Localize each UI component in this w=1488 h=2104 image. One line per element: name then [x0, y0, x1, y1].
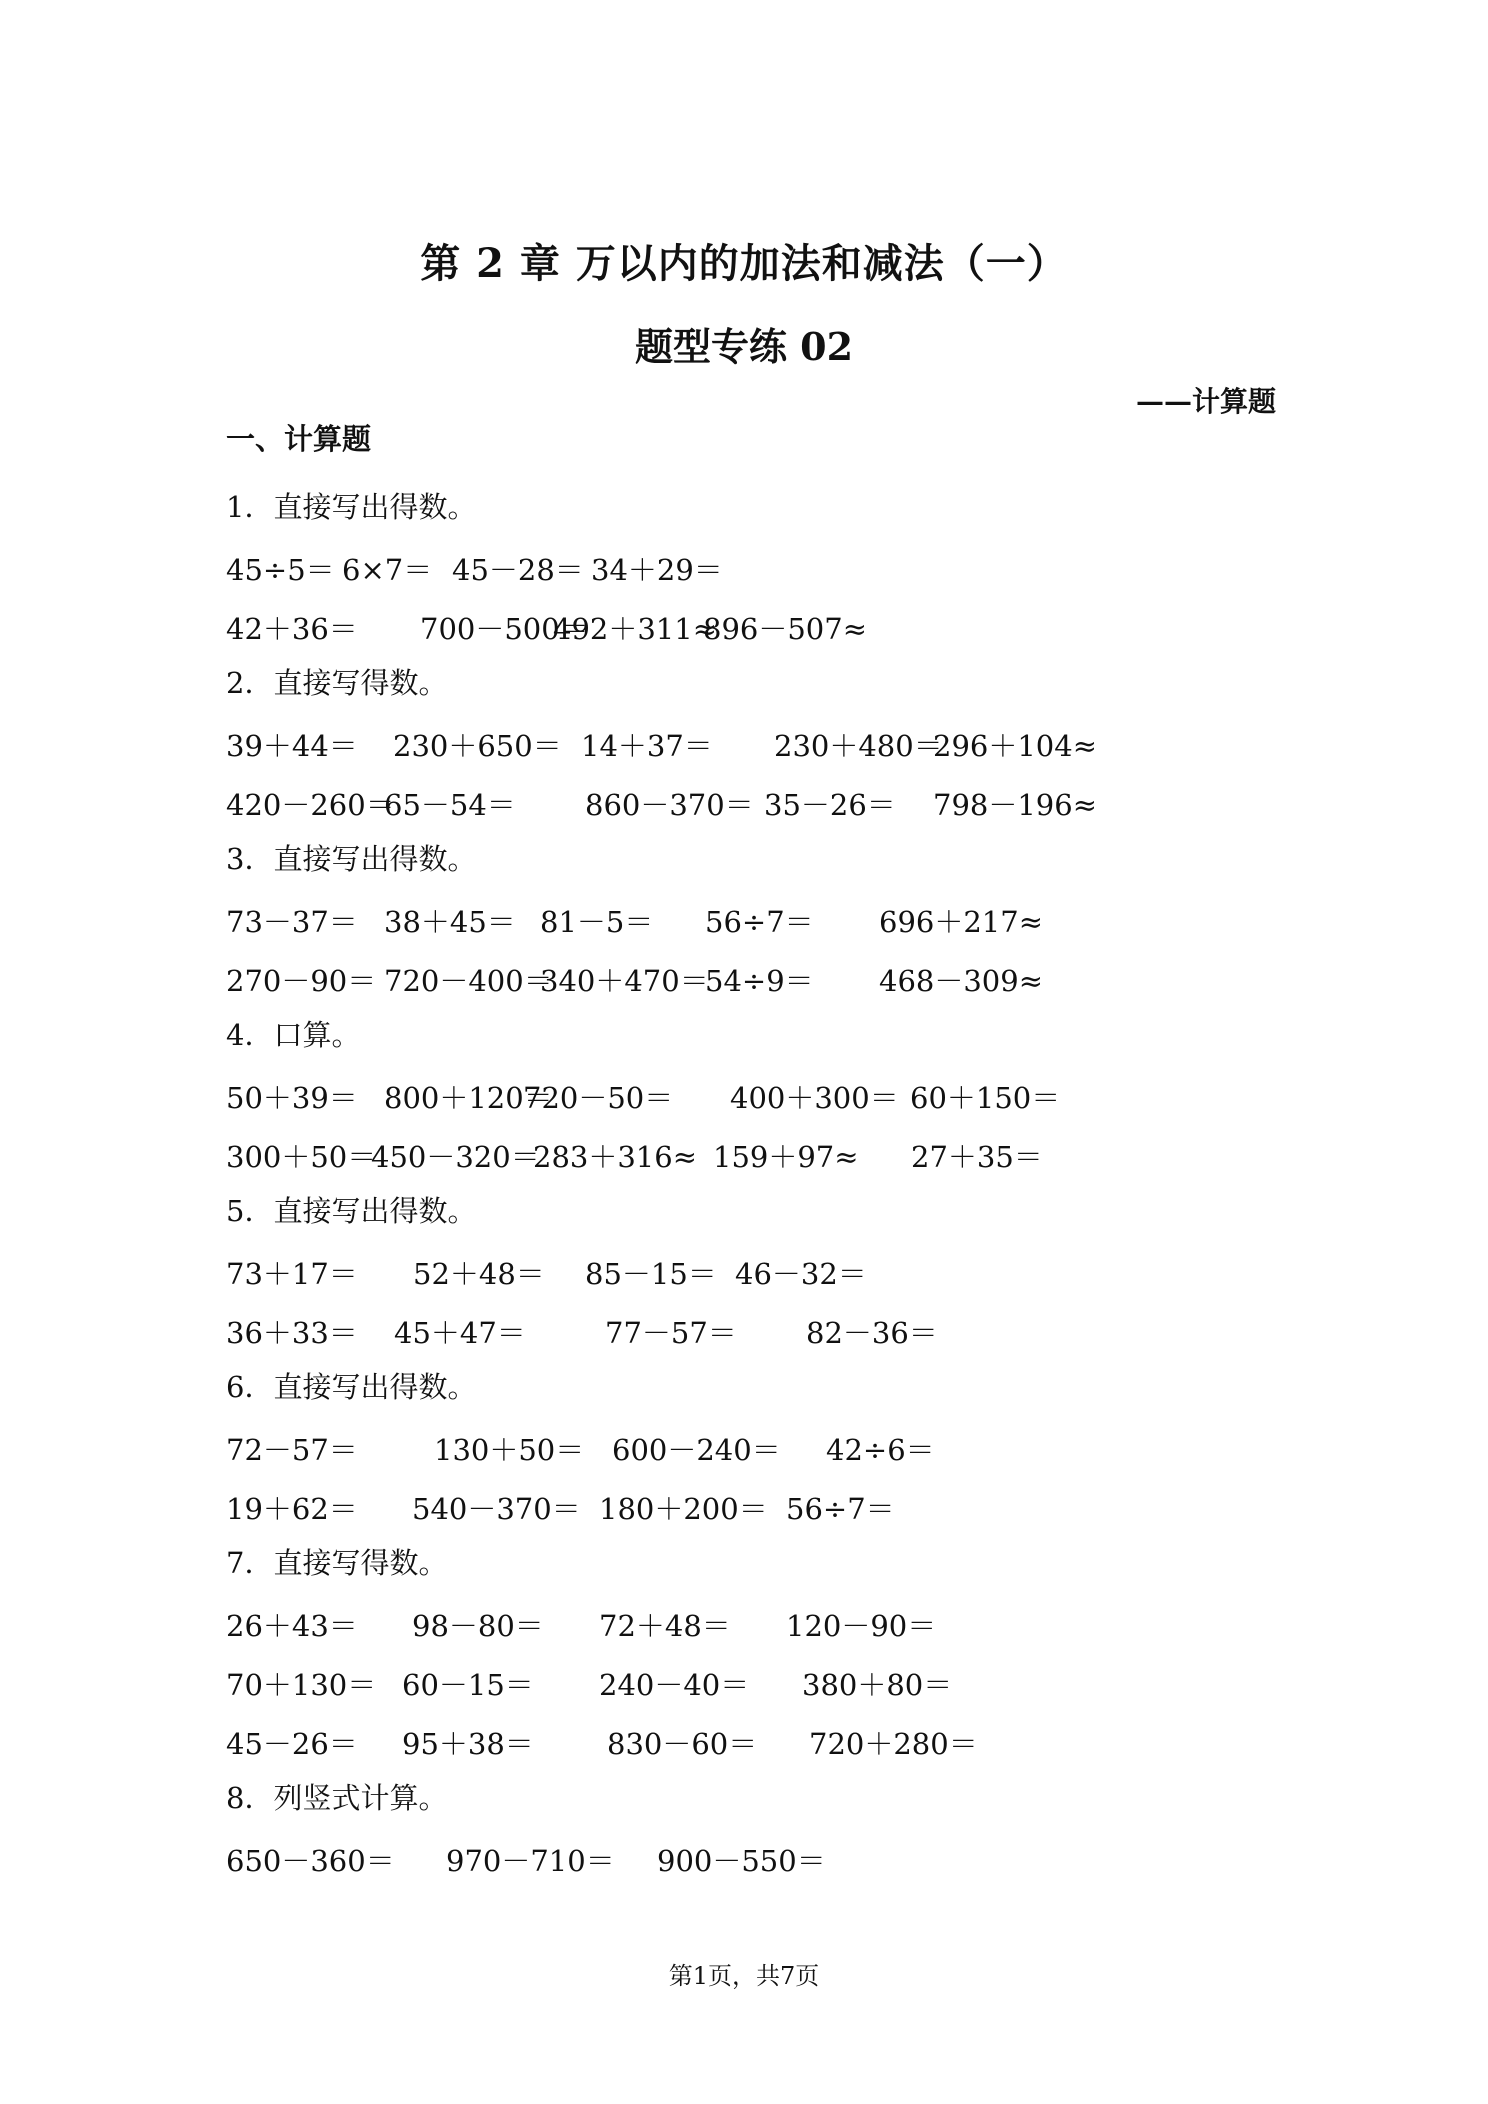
arithmetic-problem: 900－550＝ — [657, 1844, 826, 1878]
arithmetic-problem: 830－60＝ — [607, 1727, 758, 1761]
arithmetic-problem: 42÷6＝ — [826, 1433, 935, 1467]
arithmetic-problem: 720－400＝ — [384, 964, 553, 998]
arithmetic-problem: 650－360＝ — [226, 1844, 395, 1878]
problem-row — [226, 1475, 1286, 1534]
arithmetic-problem: 270－90＝ — [226, 964, 377, 998]
arithmetic-problem: 300＋50＝ — [226, 1140, 377, 1174]
question-title: 3．直接写出得数。 — [226, 842, 477, 876]
problem-row — [226, 1240, 1286, 1299]
arithmetic-problem: 35－26＝ — [764, 788, 896, 822]
section-title: 一、计算题 — [226, 422, 372, 456]
arithmetic-problem: 45－26＝ — [226, 1727, 358, 1761]
arithmetic-problem: 52＋48＝ — [413, 1257, 545, 1291]
arithmetic-problem: 82－36＝ — [806, 1316, 938, 1350]
problem-row — [226, 888, 1286, 947]
arithmetic-problem: 42＋36＝ — [226, 612, 358, 646]
arithmetic-problem: 230＋480＝ — [774, 729, 943, 763]
arithmetic-problem: 6×7＝ — [342, 553, 433, 587]
arithmetic-problem: 420－260＝ — [226, 788, 395, 822]
arithmetic-problem: 54÷9＝ — [705, 964, 814, 998]
arithmetic-problem: 65－54＝ — [384, 788, 516, 822]
arithmetic-problem: 720－50＝ — [523, 1081, 674, 1115]
arithmetic-problem: 45÷5＝ — [226, 553, 335, 587]
arithmetic-problem: 970－710＝ — [446, 1844, 615, 1878]
question-title: 7．直接写得数。 — [226, 1546, 448, 1580]
arithmetic-problem: 400＋300＝ — [730, 1081, 899, 1115]
arithmetic-problem: 60－15＝ — [402, 1668, 534, 1702]
question-title: 2．直接写得数。 — [226, 666, 448, 700]
problem-row — [226, 1710, 1286, 1769]
arithmetic-problem: 45＋47＝ — [394, 1316, 526, 1350]
arithmetic-problem: 60＋150＝ — [910, 1081, 1061, 1115]
arithmetic-problem: 46－32＝ — [735, 1257, 867, 1291]
arithmetic-problem: 230＋650＝ — [393, 729, 562, 763]
arithmetic-problem: 36＋33＝ — [226, 1316, 358, 1350]
arithmetic-problem: 81－5＝ — [540, 905, 654, 939]
arithmetic-problem: 56÷7＝ — [705, 905, 814, 939]
problem-row — [226, 1592, 1286, 1651]
arithmetic-problem: 700－500＝ — [420, 612, 589, 646]
arithmetic-problem: 800＋120＝ — [384, 1081, 553, 1115]
problem-row — [226, 536, 1286, 595]
worksheet-content — [226, 418, 1286, 1886]
page-footer: 第1页，共7页 — [668, 1962, 820, 1990]
arithmetic-problem: 72＋48＝ — [599, 1609, 731, 1643]
arithmetic-problem: 380＋80＝ — [802, 1668, 953, 1702]
arithmetic-problem: 77－57＝ — [605, 1316, 737, 1350]
arithmetic-problem: 720＋280＝ — [809, 1727, 978, 1761]
arithmetic-problem: 72－57＝ — [226, 1433, 358, 1467]
arithmetic-problem: 14＋37＝ — [581, 729, 713, 763]
arithmetic-problem: 98－80＝ — [412, 1609, 544, 1643]
problem-row — [226, 712, 1286, 771]
arithmetic-problem: 70＋130＝ — [226, 1668, 377, 1702]
problem-row — [226, 771, 1286, 830]
arithmetic-problem: 50＋39＝ — [226, 1081, 358, 1115]
arithmetic-problem: 600－240＝ — [612, 1433, 781, 1467]
arithmetic-problem: 468－309≈ — [879, 964, 1044, 998]
arithmetic-problem: 296＋104≈ — [933, 729, 1098, 763]
arithmetic-problem: 696＋217≈ — [879, 905, 1044, 939]
question-title: 8．列竖式计算。 — [226, 1781, 448, 1815]
question-title: 5．直接写出得数。 — [226, 1194, 477, 1228]
question-title: 6．直接写出得数。 — [226, 1370, 477, 1404]
arithmetic-problem: 240－40＝ — [599, 1668, 750, 1702]
problem-row — [226, 1123, 1286, 1182]
arithmetic-problem: 860－370＝ — [585, 788, 754, 822]
worksheet-tagline: ——计算题 — [1135, 385, 1276, 418]
arithmetic-problem: 450－320＝ — [371, 1140, 540, 1174]
worksheet-subtitle: 题型专练 02 — [634, 324, 854, 369]
arithmetic-problem: 73＋17＝ — [226, 1257, 358, 1291]
problem-row — [226, 1299, 1286, 1358]
arithmetic-problem: 27＋35＝ — [911, 1140, 1043, 1174]
arithmetic-problem: 85－15＝ — [585, 1257, 717, 1291]
arithmetic-problem: 159＋97≈ — [713, 1140, 859, 1174]
problem-row — [226, 595, 1286, 654]
arithmetic-problem: 340＋470＝ — [540, 964, 709, 998]
problem-row — [226, 1827, 1286, 1886]
arithmetic-problem: 45－28＝ — [452, 553, 584, 587]
arithmetic-problem: 180＋200＝ — [599, 1492, 768, 1526]
problem-row — [226, 1651, 1286, 1710]
question-title: 4．口算。 — [226, 1018, 361, 1052]
problem-row — [226, 1416, 1286, 1475]
arithmetic-problem: 283＋316≈ — [533, 1140, 698, 1174]
problem-row — [226, 1064, 1286, 1123]
arithmetic-problem: 38＋45＝ — [384, 905, 516, 939]
problem-row — [226, 947, 1286, 1006]
arithmetic-problem: 19＋62＝ — [226, 1492, 358, 1526]
arithmetic-problem: 56÷7＝ — [786, 1492, 895, 1526]
arithmetic-problem: 34＋29＝ — [591, 553, 723, 587]
arithmetic-problem: 130＋50＝ — [434, 1433, 585, 1467]
arithmetic-problem: 26＋43＝ — [226, 1609, 358, 1643]
arithmetic-problem: 120－90＝ — [786, 1609, 937, 1643]
arithmetic-problem: 492＋311≈ — [553, 612, 718, 646]
chapter-title: 第 2 章 万以内的加法和减法（一） — [420, 240, 1068, 287]
arithmetic-problem: 540－370＝ — [412, 1492, 581, 1526]
arithmetic-problem: 896－507≈ — [703, 612, 868, 646]
arithmetic-problem: 95＋38＝ — [402, 1727, 534, 1761]
arithmetic-problem: 798－196≈ — [933, 788, 1098, 822]
arithmetic-problem: 39＋44＝ — [226, 729, 358, 763]
arithmetic-problem: 73－37＝ — [226, 905, 358, 939]
question-title: 1．直接写出得数。 — [226, 490, 477, 524]
